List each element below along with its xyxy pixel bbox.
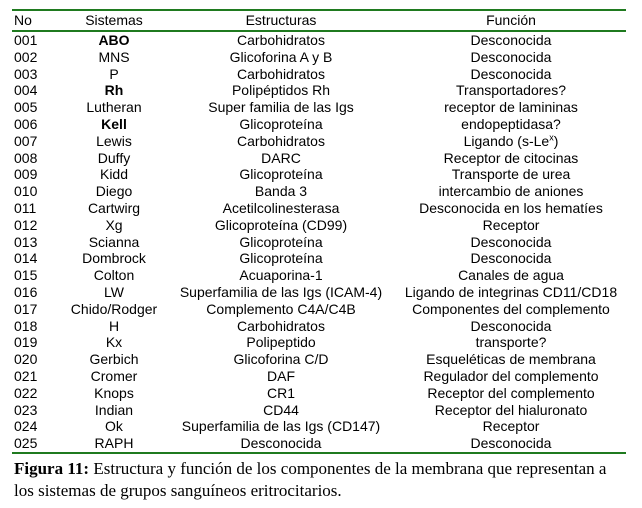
cell-estructura: Carbohidratos [237,317,325,334]
cell-funcion-tail: ) [553,132,559,149]
cell-no: 013 [14,233,38,250]
cell-sistema: Cartwirg [87,199,141,216]
table-row [12,368,626,385]
cell-sistema: RAPH [94,435,134,452]
cell-funcion: Receptor [482,216,540,233]
cell-sistema: Dombrock [82,250,146,267]
cell-sistema: Duffy [97,149,131,166]
table-row [12,234,626,251]
cell-sistema: LW [104,283,124,300]
cell-estructura: Glicoforina A y B [229,48,333,65]
cell-funcion: endopeptidasa? [461,115,561,132]
blood-group-table-container [12,9,624,454]
cell-funcion: Ligando de integrinas CD11/CD18 [404,283,618,300]
cell-funcion: Receptor del hialuronato [434,401,588,418]
cell-funcion: Receptor del complemento [427,384,595,401]
cell-no: 020 [14,351,38,368]
cell-sistema: Diego [95,183,133,200]
cell-sistema: MNS [98,48,130,65]
cell-sistema: Chido/Rodger [70,300,158,317]
cell-sistema: Cromer [90,367,138,384]
figure-caption [14,458,626,502]
cell-funcion: Desconocida [470,65,552,82]
cell-funcion: Canales de agua [458,267,564,284]
cell-no: 024 [14,418,38,435]
cell-funcion: Receptor de citocinas [443,149,579,166]
table-row [12,318,626,335]
cell-sistema: Gerbich [89,351,139,368]
header-no: No [14,12,32,28]
cell-funcion: Desconocida [470,250,552,267]
cell-funcion: Transporte de urea [451,166,571,183]
cell-estructura: CR1 [266,384,295,401]
table-row [12,166,626,183]
cell-funcion: Desconocida [470,48,552,65]
cell-no: 023 [14,401,38,418]
cell-funcion: Transportadores? [456,82,566,99]
cell-no: 002 [14,48,38,65]
cell-no: 003 [14,65,38,82]
cell-estructura: Superfamilia de las Igs (ICAM-4) [179,283,383,300]
cell-funcion: Desconocida [470,32,552,48]
cell-estructura: Carbohidratos [237,32,325,48]
cell-no: 019 [14,334,38,351]
cell-no: 016 [14,283,38,300]
table-row [12,116,626,133]
table-row [12,250,626,267]
table-row [12,99,626,116]
cell-sistema: Kell [101,115,127,132]
cell-sistema: H [108,317,120,334]
table-row [12,418,626,435]
cell-no: 011 [14,199,37,216]
cell-sistema: Lewis [96,132,132,149]
cell-sistema: Xg [105,216,123,233]
cell-estructura: Glicoproteína [239,233,323,250]
cell-funcion: transporte? [475,334,547,351]
table-row [12,402,626,419]
figure-caption-text: Estructura y función de los componentes de la membrana que representan a los sistemas de grupos sanguíneos eritrocitarios. [14,459,607,500]
cell-sistema: Kidd [99,166,129,183]
table-row [12,150,626,167]
cell-no: 018 [14,317,38,334]
cell-estructura: Polipeptido [246,334,316,351]
cell-funcion: Componentes del complemento [412,300,610,317]
cell-sistema: Colton [93,267,135,284]
table-row [12,351,626,368]
cell-funcion: Desconocida en los hematíes [419,199,603,216]
cell-funcion: Desconocida [470,317,552,334]
cell-no: 004 [14,82,38,99]
cell-estructura: Glicoproteína [239,115,323,132]
cell-sistema: Scianna [88,233,140,250]
cell-funcion-superscript: x [549,132,554,143]
cell-estructura: Carbohidratos [237,65,325,82]
header-estructuras: Estructuras [245,12,317,28]
cell-no: 012 [14,216,38,233]
blood-group-table [12,9,626,454]
table-header [12,10,626,31]
table-row [12,133,626,150]
table-row [12,183,626,200]
cell-estructura: Acetilcolinesterasa [222,199,340,216]
cell-no: 005 [14,99,38,116]
table-row [12,334,626,351]
cell-no: 010 [14,183,38,200]
table-row [12,82,626,99]
cell-no: 009 [14,166,38,183]
cell-sistema: Ok [105,418,123,435]
cell-funcion: Desconocida [470,435,552,452]
cell-funcion: Desconocida [470,233,552,250]
cell-estructura: Desconocida [240,435,322,452]
cell-sistema: P [109,65,119,82]
cell-funcion: intercambio de aniones [438,183,584,200]
cell-estructura: Glicoproteína (CD99) [214,216,348,233]
table-body [12,31,626,453]
cell-no: 014 [14,250,38,267]
cell-sistema: Indian [94,401,134,418]
cell-sistema: Rh [104,82,124,99]
cell-sistema: ABO [98,32,130,48]
cell-estructura: Glicoproteína [239,250,323,267]
cell-estructura: Glicoproteína [239,166,323,183]
cell-sistema: Knops [94,384,134,401]
cell-funcion: receptor de lamininas [444,99,578,116]
cell-no: 006 [14,115,38,132]
cell-sistema: Kx [105,334,123,351]
cell-no: 022 [14,384,38,401]
table-row [12,49,626,66]
table-row [12,267,626,284]
cell-no: 015 [14,267,38,284]
cell-no: 007 [14,132,38,149]
header-sistemas: Sistemas [85,12,143,28]
cell-funcion: Regulador del complemento [423,367,599,384]
cell-no: 017 [14,300,38,317]
table-row [12,200,626,217]
cell-estructura: DARC [261,149,301,166]
table-row [12,301,626,318]
table-row [12,284,626,301]
figure-label: Figura 11: [14,459,90,478]
table-row [12,66,626,83]
cell-estructura: Glicoforina C/D [233,351,329,368]
table-row [12,31,626,49]
cell-estructura: Super familia de las Igs [208,99,354,116]
cell-no: 001 [14,32,38,48]
header-row [12,10,626,31]
cell-no: 021 [14,367,38,384]
cell-sistema: Lutheran [86,99,142,116]
cell-funcion: Receptor [482,418,540,435]
table-row [12,217,626,234]
cell-no: 008 [14,149,38,166]
cell-estructura: Complemento C4A/C4B [206,300,356,317]
cell-funcion [396,133,626,150]
cell-estructura: CD44 [263,401,299,418]
cell-funcion: Esqueléticas de membrana [426,351,596,368]
cell-funcion-text: Ligando (s-Le [463,132,550,149]
cell-estructura: Acuaporina-1 [239,267,323,284]
cell-estructura: Polipéptidos Rh [231,82,331,99]
header-funcion: Función [486,12,536,28]
cell-estructura: Superfamilia de las Igs (CD147) [181,418,381,435]
cell-estructura: Carbohidratos [237,132,325,149]
table-row [12,435,626,453]
cell-no: 025 [14,435,38,452]
cell-estructura: DAF [267,367,295,384]
table-row [12,385,626,402]
cell-estructura: Banda 3 [254,183,308,200]
